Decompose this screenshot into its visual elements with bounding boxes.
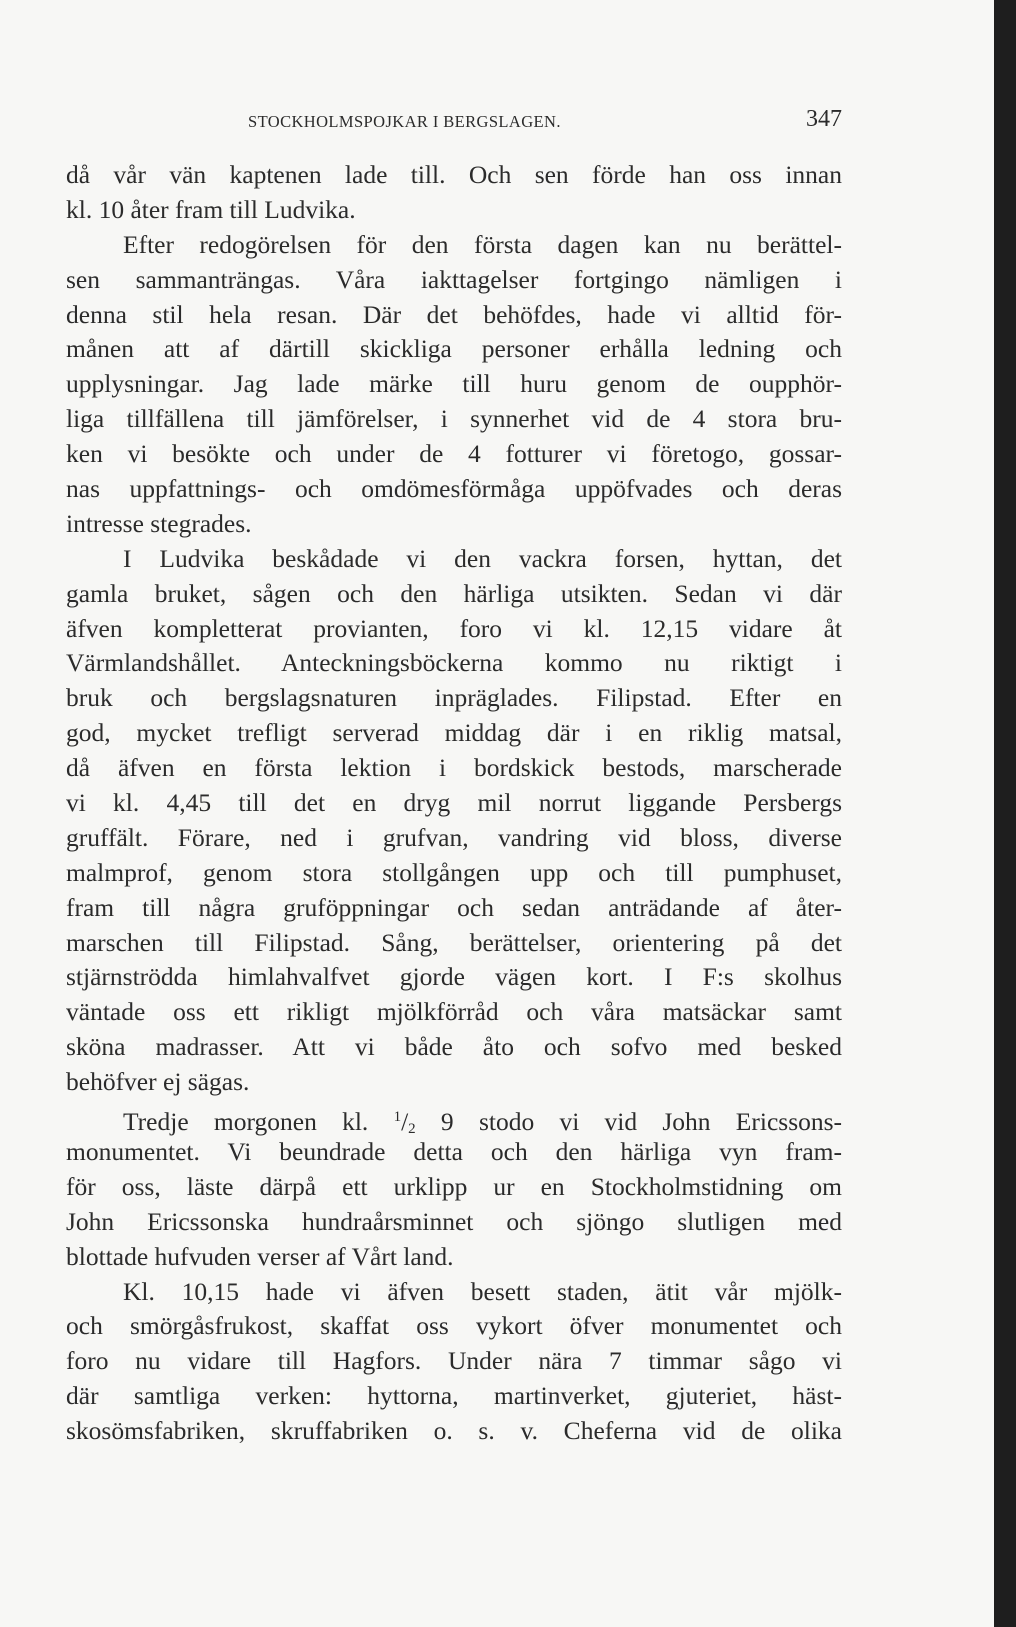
text-line: fram till några gruföppningar och sedan anträdande af åter- — [66, 892, 842, 922]
fraction-line-start: Tredje morgonen kl. — [123, 1107, 369, 1137]
text-line: kl. 10 åter fram till Ludvika. — [66, 194, 356, 224]
text-line: liga tillfällena till jämförelser, i synnerhet vid de 4 stora bru- — [66, 404, 842, 434]
page-number: 347 — [806, 106, 842, 132]
text-line: för oss, läste därpå ett urklipp ur en Stockholmstidning om — [66, 1171, 842, 1201]
text-line: då vår vän kaptenen lade till. Och sen förde han oss innan — [66, 160, 842, 189]
text-line: då äfven en första lektion i bordskick bestods, marscherade — [66, 753, 842, 783]
text-line: behöfver ej sägas. — [66, 1067, 250, 1097]
text-line: stjärnströdda himlahvalfvet gjorde vägen kort. I F:s skolhus — [66, 962, 842, 992]
text-line: där samtliga verken: hyttorna, martinverket, gjuteriet, häst- — [66, 1381, 842, 1411]
text-line-with-fraction: Tredje morgonen kl. $^1/_2$ 9 stodo vi vid John Ericssons- — [123, 1107, 843, 1138]
fraction-numerator: 1 — [393, 1109, 402, 1126]
text-line: malmprof, genom stora stollgången upp och till pumphuset, — [66, 857, 842, 887]
text-line: denna stil hela resan. Där det behöfdes, hade vi alltid för- — [66, 299, 842, 329]
text-line: skosömsfabriken, skruffabriken o. s. v. Cheferna vid de olika — [66, 1416, 842, 1446]
running-head: STOCKHOLMSPOJKAR I BERGSLAGEN. — [248, 112, 561, 131]
text-line: bruk och bergslagsnaturen inpräglades. Filipstad. Efter en — [66, 683, 842, 713]
text-line: sen sammanträngas. Våra iakttagelser fortgingo nämligen i — [66, 264, 842, 294]
text-line: Värmlandshållet. Anteckningsböckerna kommo nu riktigt i — [66, 648, 842, 678]
text-line: marschen till Filipstad. Sång, berättelser, orientering på det — [66, 927, 842, 957]
text-line: månen att af därtill skickliga personer erhålla ledning och — [66, 334, 842, 364]
fraction-denominator: 2 — [408, 1121, 416, 1138]
text-line: John Ericssonska hundraårsminnet och sjöngo slutligen med — [66, 1206, 842, 1236]
text-line: väntade oss ett rikligt mjölkförråd och våra matsäckar samt — [66, 997, 842, 1027]
scan-edge — [994, 0, 1016, 1627]
text-line: Kl. 10,15 hade vi äfven besett staden, ätit vår mjölk- — [123, 1276, 842, 1306]
page-header — [66, 106, 842, 136]
fraction-line-end: stodo vi vid John Ericssons- — [478, 1107, 843, 1137]
text-line: vi kl. 4,45 till det en dryg mil norrut liggande Persbergs — [66, 788, 842, 818]
text-line: sköna madrasser. Att vi både åto och sofvo med besked — [66, 1032, 842, 1062]
text-line: och smörgåsfrukost, skaffat oss vykort öfver monumentet och — [66, 1311, 842, 1341]
fraction-line-hour: 9 — [440, 1107, 454, 1137]
text-line: upplysningar. Jag lade märke till huru genom de oupphör- — [66, 369, 842, 399]
text-line: monumentet. Vi beundrade detta och den härliga vyn fram- — [66, 1136, 842, 1166]
text-line: foro nu vidare till Hagfors. Under nära 7 timmar sågo vi — [66, 1346, 842, 1376]
text-line: blottade hufvuden verser af Vårt land. — [66, 1241, 454, 1271]
text-line: gamla bruket, sågen och den härliga utsikten. Sedan vi där — [66, 578, 842, 608]
text-line: äfven kompletterat provianten, foro vi kl. 12,15 vidare åt — [66, 613, 842, 643]
text-line: nas uppfattnings- och omdömesförmåga uppöfvades och deras — [66, 474, 842, 504]
text-line: Efter redogörelsen för den första dagen kan nu berättel- — [123, 229, 842, 259]
body-text — [66, 158, 842, 1449]
text-line: ken vi besökte och under de 4 fotturer vi företogo, gossar- — [66, 439, 842, 469]
text-line: god, mycket trefligt serverad middag där i en riklig matsal, — [66, 718, 842, 748]
text-line: gruffält. Förare, ned i grufvan, vandring vid bloss, diverse — [66, 822, 842, 852]
text-line: intresse stegrades. — [66, 508, 252, 538]
text-line: I Ludvika beskådade vi den vackra forsen, hyttan, det — [123, 543, 842, 573]
